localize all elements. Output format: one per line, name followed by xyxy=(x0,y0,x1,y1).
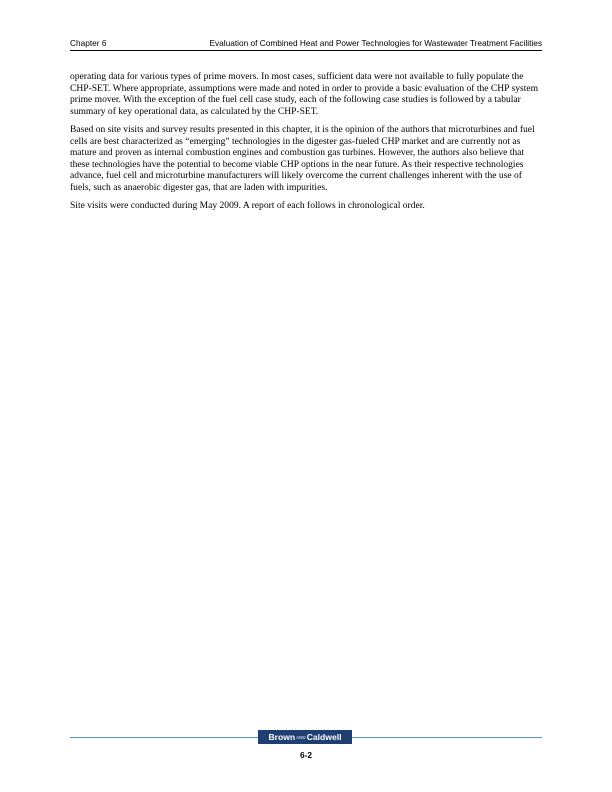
document-title: Evaluation of Combined Heat and Power Technologies for Wastewater Treatment Facilities xyxy=(209,38,542,48)
chapter-label: Chapter 6 xyxy=(70,38,107,48)
paragraph: Based on site visits and survey results presented in this chapter, it is the opinion of the authors that microturbines and fuel cells are best characterized as “emerging” technologies in the digester gas-fueled CHP market and are currently not as mature and proven as internal combustion engines and combustion gas turbines. However, the authors also believe that these technologies have the potential to become viable CHP options in the near future. As their respective technologies advance, fuel cell and microturbine manufacturers will likely overcome the current challenges inherent with the use of fuels, such as anaerobic digester gas, that are laden with impurities. xyxy=(70,123,535,193)
logo-text-brown: Brown xyxy=(268,732,296,742)
logo-text-caldwell: Caldwell xyxy=(306,732,342,742)
paragraph: Site visits were conducted during May 2009. A report of each follows in chronological order. xyxy=(70,200,425,212)
page-number: 6-2 xyxy=(300,750,312,760)
body-text xyxy=(70,71,544,218)
logo-text-and: AND xyxy=(296,734,306,740)
page-header xyxy=(70,36,542,51)
brown-and-caldwell-logo xyxy=(258,730,352,744)
paragraph: operating data for various types of prime movers. In most cases, sufficient data were not available to fully populate the CHP-SET. Where appropriate, assumptions were made and noted in order to provide a basic evaluation of the CHP system prime mover. With the exception of the fuel cell case study, each of the following case studies is followed by a tabular summary of key operational data, as calculated by the CHP-SET. xyxy=(70,71,539,117)
